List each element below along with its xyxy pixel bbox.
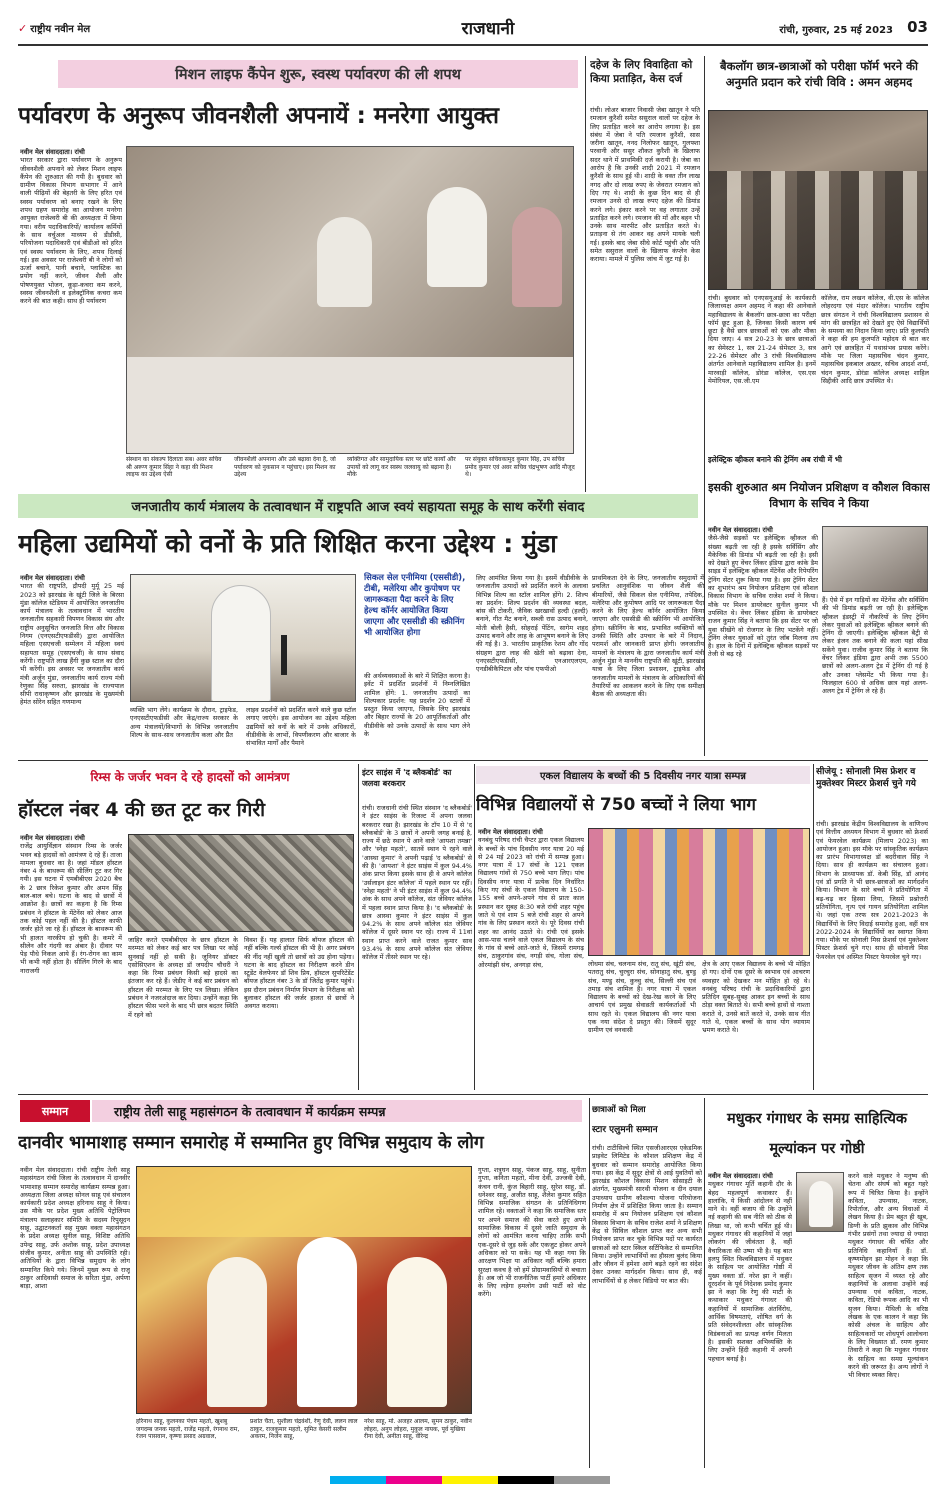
story4-byline: नवीन मेल संवाददाता। रांची — [20, 574, 85, 582]
bird-logo-icon: ✓ — [18, 21, 28, 35]
story5-photo — [822, 526, 928, 592]
story1-kicker — [58, 60, 578, 88]
story4-col2: व्यक्ति भाग लेंगे। कार्यक्रम के दौरान, ट्राइफेड, एनएसटीएफडीसी और केंद्र/राज्य सरकार के अन्य मंत्रालयों/विभागों के विभिन्न जनजातीय शिल्प के साथ-साथ जनजातीय कला और प्रैैत — [130, 706, 238, 739]
divider — [589, 1098, 590, 1468]
divider — [704, 1098, 705, 1468]
divider — [585, 56, 586, 492]
page-number: 03 — [907, 18, 928, 36]
story4-col4: की अर्थव्यवस्थाओं के बारे में शिक्षित करना है। इवेंट में प्रदर्शित प्रदर्शनों में निम्नलिखित शामिल होंगे: 1. जनजातीय उत्पादों का शिल्पकार प्रदर्शन: यह प्रदर्शन 20 स्टालों में प्रस्तुत किया जाएगा, जिसके लिए झारखंड और बिहार राज्यों के 20 आपूर्तिकर्ताओं और वीडीवीके को उनके उत्पादों के साथ भाग लेने के — [364, 672, 470, 739]
story4-col3: लाइव प्रदर्शनों को प्रदर्शित करने वाले कुछ स्टॉल लगाए जाएंगे। इस आयोजन का उद्देश्य महिला उद्यमियों को वनों के बारे में उनके अधिकारों, वीडीवीके के लाभों, विपणीकरण और बाजार के संभावित मार्गों और पैमाने — [246, 706, 356, 748]
story6-col1-text: राजेंद्र आयुर्विज्ञान संस्थान रिम्स के जर्जर भवन बड़े हादसों को आमंत्रण दे रहे हैं। ताजा मामला बुधवार का है। जहां मॉडल हॉस्टल नंबर 4 के बाथरूम की सीलिंग टूट कर गिर गयी। इस घटना में एमबीबीएस 2020 बैच के 2 छात्र रिकेश कुमार और अमन सिंह बाल-बाल बचे। घटना के बाद से छात्रों में आक्रोश है। छात्रों का कहना है कि रिम्स प्रबंधन ने हॉस्टल के मेंटेनेंस को लेकर आज तक कोई पहल नहीं की है। हॉस्टल काफी जर्जर होते जा रहे हैं। हॉस्टल के बाथरूम की भी हालत नारकीय हो चुकी है। कमरे में सीलेन और गंदगी का अंबार है। दीवार पर पेड़ पौधे निकल आये हैं। रंग-रोगन का काम भी कभी नहीं होता है। सीलिंग गिरने के बाद नाराजगी — [20, 842, 122, 975]
person-figure — [512, 207, 562, 307]
masthead-rule — [18, 44, 928, 46]
story8-photo — [588, 828, 810, 956]
story8-col1-text: वनबंधु परिषद रांची चैप्टर द्वारा एकल विद्यालय के बच्चों के पांच दिवसीय नगर यात्रा 20 मई से 24 मई 2023 को रांची में सम्पन्न हुआ। नगर यात्रा में 17 संचों के 121 एकल विद्यालय गांवों से 750 बच्चे भाग लिए। पांच दिवसीय नगर यात्रा में प्रत्येक दिन निर्धारित किए गए संचों के एकल विद्यालय के 150-155 बच्चे अपने-अपने गांव से प्रातः काल प्रस्थान कर सुबह 8:30 बजे रांची शहर पहुंच जाते थे एवं शाम 5 बजे रांची शहर से अपने गांव के लिए प्रस्थान करते थे। पूरे दिवस रांची शहर का आनंद उठाते थे। रांची एवं इसके आस-पास चलने वाले एकल विद्यालय के संच के गांव से बच्चे आते-जाते थे, जिसमें रामगढ़ संच, ठाकुरगांव संच, नगड़ी संच, गोला संच, ओरमांझी संच, अनगड़ा संच, — [478, 836, 584, 969]
story10-kicker-text: राष्ट्रीय तेली साहू महासंगठन के तत्वावधान में कार्यक्रम सम्पन्न — [114, 1103, 386, 1119]
story6-col1 — [20, 834, 122, 1088]
story7-headline: इंटर साइंस में 'द ब्लैकबोर्ड' का जलवा बरकरार — [362, 768, 452, 788]
story6-byline: नवीन मेल संवाददाता। रांची — [20, 834, 85, 842]
story8-col2: लोधमा संच, चलनाम संच, रातू संच, खूंटी संच, पतरातु संच, चुरचुरा संच, सोनाहातु संच, बुण्डु संच, मण्डु संच, कुच्चु संच, सिल्ली संच एवं तमाड़ संच शामिल है। नगर यात्रा में एकल विद्यालय के बच्चों को देख-रेख करने के लिए आचार्य एवं प्रमुख सेवाव्रती कार्यकर्ताओं भी साथ रहते थे। एकल विद्यालय की नगर यात्रा एक नया संदेश दे प्रस्तुत की। जिसमें सुदूर ग्रामीण एवं वनवासी — [588, 960, 696, 1035]
story10-caption2: प्रशांत चैता, सुशीला चंद्रवंशी, रेणु देवी, ललन लाल ठाकुर, राजकुमार महतो, सुमित केसरी सलीम अकरम, निर्जन साहू, — [250, 1418, 358, 1441]
story10-caption3: नरेश साहू, मो. अजहर आलम, सुमन ठाकुर, नवीन लोहरा, अनुप लोहरा, मुकुल नायक, पूर्व मुखिया रीना देवी, अनीता साहू, वीरेन्द्र — [364, 1418, 472, 1441]
story6-photo — [128, 834, 354, 932]
story1-col2: जीवनशैली अपनाना और उसे बढ़ावा देना है, जो पर्यावरण को नुकसान न पहुंचाए। इस मिशन का उद्देश्य — [234, 456, 336, 479]
dateline: रांची, गुरुवार, 25 मई 2023 — [779, 25, 893, 36]
story10-label — [20, 1100, 90, 1122]
person-figure — [809, 1181, 833, 1227]
story8-kicker — [476, 766, 810, 784]
story3-col1: रांची। बुधवार को एनएसयूआई के कार्यकारी जिलाध्यक्ष अमन अहमद ने कहा की आनेवाले महाविद्यालय के बैकलॉग छात्र-छात्रा का परीक्षा फॉर्म छूट हुआ है, जिनका किसी कारण वर्ष छूटा है वैसे छात्र छात्राओं को एक और मौका दिया जाए। 4 सत्र 20-23 के छात्र छात्राओं का सेमेस्टर 1, सत्र 21-24 सेमेस्टर 3, सत्र 22-26 सेमेस्टर और 3 रांची विश्वविद्यालय अंतर्गत आनेवाले महाविद्यालय शामिल है। इनमें मारवाड़ी कॉलेज, डोरंडा कॉलेज, एस.एस मेमोरियल, एस.जी.एम — [708, 294, 816, 385]
divider — [704, 56, 705, 756]
story6-col2: जाहिर करते एमबीबीएस के छात्र हॉस्टल के मरम्मत को लेकर कई बार पत्र लिखा पर कोई सुनवाई नहीं हो सकी है। जूनियर डॉक्टर एसोसिएशन के अध्यक्ष डॉ जयदीप चौधरी ने कहा कि रिम्स प्रबंधन किसी बड़े हादसे का इंतजार कर रहे हैं। जेडीए ने कई बार प्रबंधन को हॉस्टल की मरम्मत के लिए पत्र लिखा। लेकिन प्रबंधन ने नजरअंदाज कर दिया। उन्होंने कहा कि हॉस्टल फीस भरने के बाद भी छात्र बदतर स्थिति में रहने को — [128, 936, 238, 1019]
divider — [358, 764, 359, 1090]
story8-col3: क्षेत्र के आए एकल विद्यालय के बच्चे भी मोहित हो गए। दोनों एक दूसरे के स्वभाव एवं आचरण व्यवहार को देखकर मन मोहित हो रहे थे। वनबंधु परिषद रांची के प्रदाधिकारियों द्वारा प्रतिदिन सुबह-सुबह आकर इन बच्चों के साथ ठोड़ा वक्त बिताते थे। सभी बच्चे हाथों से नाश्ता कराते थे, उनसे बातें करते थे, उनके साथ गीत गाते थे, एकल बच्चों के साथ योग व्यायाम भ्रमण कराते थे। — [702, 960, 810, 1035]
story12-headline: मधुकर गंगाधर के समग्र साहित्यिक मूल्यांकन पर गोष्ठी — [726, 1111, 908, 1157]
banner-green — [18, 494, 698, 518]
story2-headline: दहेज के लिए विवाहिता को किया प्रताड़ित, केस दर्ज — [590, 59, 693, 85]
brand-name: राष्ट्रीय नवीन मेल — [30, 24, 91, 35]
divider — [813, 764, 814, 1090]
story4-headline: महिला उद्यमियों को वनों के प्रति शिक्षित करना उद्देश्य : मुंडा — [18, 529, 557, 558]
story1-headline: पर्यावरण के अनुरूप जीवनशैली अपनायें : मनरेगा आयुक्त — [18, 103, 499, 129]
divider — [18, 1094, 928, 1095]
story10-col1: नवीन मेल संवाददाता। रांची राष्ट्रीय तेली साहू महासंगठन रांची जिला के तत्वावधान में दानवीर भामाशाह सम्मान समारोह कार्यक्रम सम्पन्न हुआ। अध्यक्षता जिला अध्यक्ष सोनल साहू एवं संचालन कार्यकारी प्रदेश अध्यक्ष हरिनाथ साहू ने किया। उस मौके पर प्रदेश मुख्य अतिथि पेट्रोलियम मंत्रालय सलाहकार समिति के सदस्य रिपुसूदन साहू, उद्घाटनकर्ता सह मुख्य वक्ता महासंगठन के प्रदेश अध्यक्ष सुनील साहू, विशिष्ट अतिथि उपेन्द्र साहू, उर्फ अशोक साहू, प्रदेश उपाध्यक्ष संजीव कुमार, अनीता साहू की उपस्थिति रही। अतिथियों के द्वारा विभिन्न समुदाय के लोग सम्मानित किये गये। जिनमें मुख्य रूप से राजू ठाकुर आदिवासी समाज के सरिता मुंडा, अर्पणा बाड़ा, आशा — [20, 1166, 130, 1291]
story2-body: रांची। लोअर बाजार निवासी जेबा खातून ने पति रमजान कुरैशी समेत ससुराल वालों पर दहेज के लिए प्रताड़ित करने का आरोप लगाया है। इस संबंध में जेबा ने पति रमजान कुरैशी, सास जरीना खातून, ननद निलोफर खातून, गुलफ्शा परवानी और ससुर शौकत कुरैशी के खिलाफ सदर थाने में प्राथमिकी दर्ज करायी है। जेबा का आरोप है कि उनकी शादी 2021 में रमजान कुरैशी के साथ हुई थी। शादी के वक्त तीन लाख नगद और दो लाख रुपए के जेवरात रमजान को दिए गए थे। शादी के कुछ दिन बाद से ही रमजान उनसे दो लाख रुपए दहेज की डिमांड करने लगे। इंकार करने पर वह लगातार उन्हें प्रताड़ित करने लगे। रमजान की माँ और बहन भी उनके साथ मारपीट और प्रताड़ित करते थे। प्रताड़ना से तंग आकर वह अपने मायके चली गईं। इसके बाद जेबा सीधे कोर्ट पहुंची और पति समेत ससुराल वालों के खिलाफ कंप्लेन केस कराया। मामले में पुलिस जांच में जुट गई है। — [590, 106, 700, 264]
story3-headline: बैकलॉग छात्र-छात्राओं को परीक्षा फॉर्म भरने की अनुमति प्रदान करे रांची विवि : अमन अहमद — [720, 59, 918, 89]
story4-col6: प्राथमिकता देने के लिए, जनजातीय समुदायों में प्रचलित आनुवंशिक या जीवन शैली की बीमारियों, जैसे सिकल सेल एनीमिया, तपेदिक, मलेरिया और कुपोषण आदि पर जागरूकता पैदा करने के लिए हेल्थ कॉर्नर आयोजित किया जाएगा और एससीडी की स्क्रीनिंग भी आयोजित होगा। स्क्रीनिंग के बाद, प्रभावित व्यक्तियों को उनकी स्थिति और उपचार के बारे में निदान, परामर्श और जानकारी प्राप्त होगी। जनजातीय मामलों के मंत्रालय के द्वारा जनजातीय कार्य मंत्री अर्जुन मुंडा ने माननीय राष्ट्रपति की खूंटी, झारखंड यात्रा के लिए जिला प्रशासन, ट्राइफेड और जनजातीय मामलों के मंत्रालय के अधिकारियों की तैयारियों का आकलन करने के लिए एक समीक्षा बैठक की अध्यक्षता की। — [592, 574, 704, 699]
story11-headline: स्टार एलुमनी सम्मान — [592, 1125, 658, 1135]
story1-col4: पर संयुक्त सचिवकामुद कुमार सिंह, उप सचिव प्रमोद कुमार एवं अवर सचिव चंद्रभूषण आदि मौजूद थे। — [465, 456, 575, 479]
masthead-brand — [18, 20, 168, 36]
banner-green-text: जनजातीय कार्य मंत्रालय के तत्वावधान में राष्ट्रपति आज स्वयं सहायता समूह के साथ करेंगी संवाद — [131, 500, 585, 515]
speaker-figure — [211, 585, 271, 702]
story3-photo — [708, 110, 928, 290]
story11-kicker: छात्राओं को मिला — [592, 1105, 646, 1115]
story12-portrait — [796, 1172, 844, 1232]
story10-label-text: सम्मान — [41, 1104, 69, 1118]
story8-headline: विभिन्न विद्यालयों से 750 बच्चों ने लिया भाग — [476, 795, 756, 815]
story1-photo — [126, 146, 574, 454]
story6-kicker: रिम्स के जर्जर भवन दे रहे हादसों को आमंत्रण — [90, 770, 290, 784]
story7-body: रांची। राजधानी रांची स्थित संस्थान 'द ब्लैकबोर्ड' ने इंटर साइंस के रिजल्ट में अपना जलवा बरकरार रखा है। झारखंड के टॉप 10 में से 'द ब्लैकबोर्ड' के 3 छात्रों ने अपनी जगह बनाई है, राज्य में छठे स्थान पे आने वाले 'आयशा तमन्ना' और 'स्नेहा महतो', सातवें स्थान पे रहने वाले 'आस्था कुमार' ने अपनी पढ़ाई 'द ब्लैकबोर्ड' से की है। 'आयशा' ने इंटर साइंस में कुल 94.4% अंक प्राप्त किया इसके साथ ही वे अपने कॉलेज 'उर्सलाइन इंटर कॉलेज' में पहले स्थान पर रहीं। 'स्नेहा महतो' ने भी इंटर साइंस में कुल 94.4% अंक के साथ अपने कॉलेज, संत जेवियर कॉलेज में पहला स्थान प्राप्त किया है। 'द ब्लैकबोर्ड' के छात्र आस्था कुमार ने इंटर साइंस में कुल 94.2% के साथ अपने कॉलेज संत जेवियर कॉलेज में दूसरे स्थान पर रहे। राज्य में 11वां स्थान प्राप्त करने वाले राजत कुमार साव 93.4% के साथ अपने कॉलेज संत जेवियर कॉलेज में तीसरे स्थान पर रहे। — [362, 804, 472, 962]
crowd-figures — [709, 171, 928, 290]
story8-col1 — [478, 828, 584, 1088]
story9-body: रांची। झारखंड केंद्रीय विश्वविद्यालय के वाणिज्य एवं वित्तीय अध्ययन विभाग में बुधवार को फ्रेशर्स एवं फेयरवेल कार्यक्रम (मिलाप 2023) का आयोजन हुआ। इस मौके पर सांस्कृतिक कार्यक्रम का प्रारंभ विभागाध्यक्ष डॉ बदरीवाल सिंह ने दिया। साथ ही कार्यक्रम का संचालन हुआ। विभाग के प्राध्यापक डॉ. केबी सिंह, डॉ आनंद एवं डॉ प्रगति ने भी छात्र-छात्राओं का मार्गदर्शन किया। विभाग के सारे बच्चों ने प्रतियोगिता में बढ़-चढ़ कर हिस्सा लिया, जिसमें प्रश्नोत्तरी प्रतियोगिता, नृत्य एवं गायन प्रतियोगिता शामिल थे। जहां एक तरफ सत्र 2021-2023 के विद्यार्थियों के लिए विदाई समारोह हुआ, वहीं सत्र 2022-2024 के विद्यार्थियों का स्वागत किया गया। मौके पर सोनाली मिस फ्रेशर्स एवं मुक्तेश्वर मिस्टर फ्रेशर्स चुने गए। साथ ही सोनाली मिस फेयरवेल एवं अस्मित मिस्टर फेयरवेल चुने गए। — [816, 820, 928, 961]
registration-bar — [330, 1476, 610, 1484]
story12-byline: नवीन मेल संवाददाता। रांची — [708, 1172, 773, 1180]
story6-headline: हॉस्टल नंबर 4 की छत टूट कर गिरी — [18, 799, 266, 821]
person-figure — [297, 1237, 357, 1407]
story1-col3: व्यक्तिगत और सामुदायिक स्तर पर छोटे कार्यों और उपायों को लागू कर स्वस्थ जलवायु को बढ़ाना है। मौके — [347, 456, 456, 479]
story5-subhead: इसकी शुरुआत श्रम नियोजन प्रशिक्षण व कौशल विकास विभाग के सचिव ने किया — [708, 481, 930, 510]
story11-body: रांची। टाटीसिल्वे स्थित एसजीआरएस एकेडमिक प्राइवेट लिमिटेड के कौशल प्रशिक्षण केंद्र में बुधवार को सम्मान समारोह आयोजित किया गया। इस केंद्र में सुदूर क्षेत्रों से आई युवतियों को झारखंड कौशल विकास मिशन सोसाइटी के अंतर्गत, मुख्यमंत्री सारथी योजना व दीन दयाल उपाध्याय ग्रामीण कौशल्या योजना परियोजना निर्माण क्षेत्र में प्रशिक्षित किया जाता है। सम्मान समारोह में श्रम नियोजन प्रशिक्षण एवं कौशल विकास विभाग के सचिव राजेश शर्मा ने प्रशिक्षण केंद्र से सिविल कौशल प्राप्त कर अन्य सभी नियोजन प्राप्त कर चुके विभिन्न पदों पर कार्यरत छात्राओं को स्टार स्किल सर्टिफिकेट से सम्मानित किया। उन्होंने लाभार्थियों का हौसला बुलंद किया और जीवन में हमेशा आगे बढ़ते रहने का संदेश देकर उनका मार्गदर्शन किया। साथ ही, कई लाभार्थियों से ह लेकर विडियो पर बात की। — [592, 1144, 702, 1285]
story8-kicker-text: एकल विद्यालय के बच्चों की 5 दिवसीय नगर यात्रा सम्पन्न — [540, 771, 746, 782]
story10-headline: दानवीर भामाशाह सम्मान समारोह में सम्मानित हुए विभिन्न समुदाय के लोग — [18, 1133, 484, 1153]
story5-col2: हैं। ऐसे में इन गाड़ियों का मेंटेनेंस और सर्विसिंग की भी डिमांड बढ़ती जा रही है। इलेक्ट्रिक व्हीकल इंडस्ट्री में नौकरियों के लिए ट्रेनिंग लेकर युवाओं को इलेक्ट्रिक व्हीकल बनाने की ट्रेनिंग दी जाएगी। इलेक्ट्रिक व्हीकल बैट्री से लेकर इंजन तक बनाने की कला यहां सीख सकेंगे युवा। राजीव कुमार सिंह ने बताया कि वेंचर लिंकर इंडिया द्वारा अभी तक 5500 छात्रों को अलग-अलग ट्रेड में ट्रेनिंग दी गई है और उनका प्लेसमेंट भी किया गया है। फिलहाल 600 से अधिक छात्र यहां अलग-अलग ट्रेड में ट्रेनिंग ले रहे हैं। — [822, 596, 928, 696]
story4-col1-text: भारत की राष्ट्रपति, द्रौपदी मुर्मू 25 मई 2023 को झारखंड के खूंटी जिले के बिरसा मुंडा कॉलेज स्टेडियम में आयोजित जनजातीय कार्य मंत्रालय के तत्वावधान में भारतीय जनजातीय सहकारी विपणन विकास संघ और राष्ट्रीय अनुसूचित जनजाति वित्त और विकास निगम (एनएसटीएफडीसी) द्वारा आयोजित महिला एसएचजी सम्मेलन में महिला स्वयं सहायता समूह (एसएचजी) के साथ संवाद करेंगी। राष्ट्रपति लाख हैंगी कुछ स्टाल का दौरा भी करेंगी। इस अवसर पर जनजातीय कार्य मंत्री अर्जुन मुंडा, जनजातीय कार्य राज्य मंत्री रेणुका सिंह सरुता, झारखंड के राज्यपाल सीपी राधाकृष्णन और झारखंड के मुख्यमंत्री हेमंत सोरेन सहित गणमान्य — [20, 582, 124, 707]
story3-col2: कॉलेज, राम लखन कॉलेज, वी.एस के कॉलेज लोहरदगा एवं मंदार कॉलेज। भारतीय राष्ट्रीय छात्र संगठन ने रांची विश्वविद्यालय प्रशासन से मांग की छात्रहित को देखते हुए ऐसे विद्यार्थियों के समस्या का निदान किया जाए। प्रति कुलपति ने कहा की हम कुलपति महोदय से बात कर आगे एवं छात्रहित में यथासंभव प्रयास करेंगे। मौके पर जिला महासचिव चंदन कुमार, महासचिव इकबाल अख्तर, सचिव आदर्श शर्मा, चंदन कुमार, डोरंडा कॉलेज अध्यक्ष शाहिल सिद्दीकी आदि छात्र उपस्थित थे। — [821, 294, 929, 385]
story4-col1 — [20, 574, 124, 754]
divider — [18, 760, 928, 761]
story1-caption: संस्थान का संकल्प दिलाता सब। अवर सचिव श्री अरूण कुमार सिंहा ने कहा की मिशन लाइफ का उद्देश्य ऐसी — [126, 456, 222, 479]
story5-col1 — [708, 526, 818, 754]
person-figure — [387, 1257, 447, 1407]
meeting-table — [127, 357, 574, 454]
section-title: राजधानी — [461, 19, 515, 39]
story10-caption1: हरिनाथ साहू, कुलनका पंचम महतो, खुशबु जगदम्ब जनक महतो, राजेंद्र महतो, रंगनाथ राम, रंजन पासवान, कृष्णा प्रसाद अग्रवाल, — [136, 1418, 240, 1441]
story6-col3: विवश हैं। यह हालात सिर्फ बॉयज हॉस्टल की नहीं बल्कि गर्ल्स हॉस्टल की भी है। अगर प्रबंधन की नींद नहीं खुली तो छात्रों को उग्र होना पड़ेगा। घटना के बाद हॉस्टल का निरीक्षण करने डीन स्टूडेंट वेलफेयर डॉ शिव प्रिय, हॉस्टल सुपरिटेंडेंट बॉयज हॉस्टल नंबर 3 के डॉ जितेंद्र कुमार पहुंचे। इस दौरान प्रबंधन निर्माण विभाग के निरीक्षक को बुलाकर हॉस्टल की जर्जर हालत से छात्रों ने अवगत कराया। — [244, 936, 354, 1011]
story5-headline: इलेक्ट्रिक व्हीकल बनाने की ट्रेनिंग अब रांची में भी — [708, 455, 842, 464]
story1-kicker-text: मिशन लाइफ कैंपेन शुरू, स्वस्थ पर्यावरण की ली शपथ — [175, 67, 461, 83]
story12-col2: करने वाले मधुकर ने मनुष्य की चेतना और संघर्ष को बहुत गहरे रूप में चित्रित किया है। इन्होंने कविता, उपन्यास, नाटक, रिपोर्ताज, और अन्य विधाओं में लेखन किया है। प्रेम बहुत ही खूब, डिग्नी के प्रति झुकाव और विभिन्न गंभीर प्रसंगों तथा ज्यादा से ज्यादा मधुकर गंगाधर की चर्चित और प्रतिनिधि कहानियाँ हैं। डॉ. कृष्णमोहन झा मोहन ने कहा कि मधुकर जीवन के अंतिम क्षण तक साहित्य सृजन में व्यस्त रहे और कहानियों के अलावा उन्होंने कई उपन्यास एवं कविता, नाटक, कविता, रेडियो रूपक आदि का भी सृजन किया। मैथिली के वरिष्ठ लेखक के एक कालन ने कहा कि कोसी अंचल के साहित्य और साहित्यकारों पर शोधपूर्ण आलोचना के लिए विख्यात डॉ. रमण कुमार तिवारी ने कहा कि मधुकर गंगाधर के साहित्य का समग्र मूल्यांकन करने की जरूरत है। अन्य लोगों ने भी विचार व्यक्त किए। — [848, 1172, 928, 1380]
banner-backdrop — [137, 1167, 472, 1237]
story10-kicker — [92, 1100, 582, 1122]
story8-byline: नवीन मेल संवाददाता। रांची — [478, 828, 543, 836]
story9-headline: सीजेयू : सोनाली मिस फ्रेशर व मुक्तेश्वर मिस्टर फ्रेशर्स चुने गये — [816, 767, 916, 789]
story12-col1 — [708, 1172, 792, 1466]
story12-col1-text: मधुकर गंगाधर मूर्ति कहानी दौर के बेहद महत्वपूर्ण कथाकार हैं। हालांकि, ये किसी आंदोलन से नहीं माने थे। वहीं बजाय वी कि उन्होंने नई कहानी की सब नीति को ठीक से लिखा था, जो कभी चर्चित हुई थी। मधुकर गंगाधर की कहानियों में जहां लोकरंग की जीवंतता है, वहीं वैचारिकता की उष्मा भी है। यह बात हलपु स्थित विश्वविद्यालय में मधुकर के साहित्य पर आयोजित गोष्ठी में मुख्य वक्ता डॉ. नरेश झा ने कहीं। दूरदर्शन के पूर्व निदेशक प्रमोद कुमार झा ने कहा कि रेणु की माटी के कथाकार मधुकर गंगाधर की कहानियों में सामाजिक अंतर्विरोध, आर्थिक विषमताएं, शोषित वर्ग के प्रति संवेदनशीलता और सांस्कृतिक विडंबनाओं का प्रत्यक्ष वर्णन मिलता है। इसकी सशक्त अभिव्यक्ति के लिए उन्होंने हिंदी कहानी में अपनी पहचान बनाई है। — [708, 1180, 792, 1363]
story4-col5: लिए आमंत्रित किया गया है। इसमें वीडीवीके के जनजातीय उत्पादों को प्रदर्शित करने के अलावा विभिन्न शिल्प का स्टॉल शामिल होंगे। 2. शिल्प का प्रदर्शन: शिल्प प्रदर्शन की व्यवस्था बदल, बांस की टोकरी, जैविक खरखावों हल्दी (हल्दी) बनाने, गीत मैट बनाने, सब्जी रास उत्पाद बनाने, मोती बोली हैसी, सोहराई पेंटिंग, सागेम शहद उत्पाद बनाने और लाह के आभूषण बनाने के लिए की गई है। 3. भारतीय प्राकृतिक रेशम और गोंद संग्रहण द्वारा लाह की खेती को बढ़ावा देना, एनएसटीएफडीसी, एनआरएलएम, एनडीबीकैपिटल और पांच एफपीओ — [476, 574, 588, 674]
person-figure — [317, 217, 372, 307]
divider — [474, 764, 475, 1090]
microphone-icon — [281, 635, 287, 675]
story5-byline: नवीन मेल संवाददाता। रांची — [708, 526, 773, 534]
story1-byline: नवीन मेल संवाददाता। रांची — [20, 148, 85, 156]
person-figure — [427, 187, 487, 287]
person-figure — [207, 1257, 267, 1407]
story4-photo — [130, 574, 356, 702]
story4-pullquote: सिकल सेल एनीमिया (एससीडी), टीबी, मलेरिया और कुपोषण पर जागरूकता पैदा करने के लिए हेल्थ कॉर्नर आयोजित किया जाएगा और एससीडी की स्क्रीनिंग भी आयोजित होगा — [364, 572, 466, 637]
story5-col1-text: जैसे-जैसे सड़कों पर इलेक्ट्रिक व्हीकल की संख्या बढ़ती जा रही है इसके सर्विसिंग और मैकेनिक की डिमांड भी बढ़ती जा रही है। इसी को देखते हुए वेंचर लिंकर इंडिया द्वारा कांके डैम साइड में इलेक्ट्रिक व्हीकल मेंटेनेंस और रिपेयरिंग ट्रेनिंग सेंटर शुरू किया गया है। इस ट्रेनिंग सेंटर का शुभारंभ श्रम नियोजन प्रशिक्षण एवं कौशल विकास विभाग के सचिव राजेश शर्मा ने किया। मौके पर मिशन डायरेक्टर सुनील कुमार भी उपस्थित थे। वेंचर लिंकर इंडिया के डायरेक्टर राजन कुमार सिंह ने बताया कि इस सेंटर पर जो युवा सीखेंगे वो रोजगार के लिए भटकेंगे नहीं। ट्रेनिंग लेकर युवाओं को तुरंत जॉब मिलना तय है। हाल के दिनों में इलेक्ट्रिक व्हीकल सड़कों पर तेजी से बढ़ रहे — [708, 534, 818, 659]
story1-body-text: भारत सरकार द्वारा पर्यावरण के अनुरूप जीवनशैली अपनाने को लेकर मिशन लाइफ कैंपेन की शुरुआत की गयी है। बुधवार को ग्रामीण विकास विभाग सभागार में आने वाली पीढ़ियों की बेहतरी के लिए हरित एवं स्वस्थ पर्यावरण को बनाए रखने के लिए शपथ ग्रहण समारोह का आयोजन मनरेगा आयुक्त राजेश्वरी बी की अध्यक्षता में किया गया। वरीय पदाधिकारियों/ कार्यालय कर्मियों के साथ वर्चुअल माध्यम से डीडीसी, परियोजना पदाधिकारी एवं बीडीओ को हरित एवं स्वस्थ पर्यावरण के लिए, शपथ दिलाई गई। इस अवसर पर राजेश्वरी बी ने लोगों को ऊर्जा बचाने, पानी बचाने, प्लास्टिक का प्रयोग नहीं करने, जीवन शैली और पोषणयुक्त भोजन, कूड़ा-कचरा कम करने, स्वस्थ जीवनशैली व इलेक्ट्रॉनिक कचरा कम करने की बात कही। साथ ही पर्यावरण — [20, 156, 122, 306]
masthead — [18, 16, 928, 46]
story1-body — [20, 148, 122, 488]
story10-photo — [136, 1166, 472, 1414]
story10-col2: गुप्ता, शत्रुघन साहू, पंकज साहू, साहू, सुनीता गुप्ता, कनिता महतो, मीना देवी, उज्जवी देवी, कंचन रानी, कुंज बिहारी साहू, सुरेश साहू, डॉ. धनेश्वर साहू, अजीत साहू, शैलेश कुमार सहित विभिन्न समाजिक संगठन के प्रतिनिधिगण शामिल रहे। वक्ताओं ने कहा कि समाजिक स्तर पर अपने समाज की सेवा करते हुए अपने सामाजिक विकास में दूसरे जाति समुदाय के लोगों को आमंत्रित करना चाहिए ताकि सभी एक-दूसरे से जुड़ सकें और एकजुट होकर अपने अधिकार को पा सकें। यह भी कहा गया कि आरक्षण भिक्षा या अधिकार नहीं बल्कि हमारा सुरक्षा कवच है जो हमें प्रोग्रामवासियों से बचाता है। अब जो भी राजनीतिक पार्टी हमारे अधिकार के लिए लड़ेगा हमलोग उसी पार्टी को वोट करेंगे। — [478, 1166, 586, 1299]
